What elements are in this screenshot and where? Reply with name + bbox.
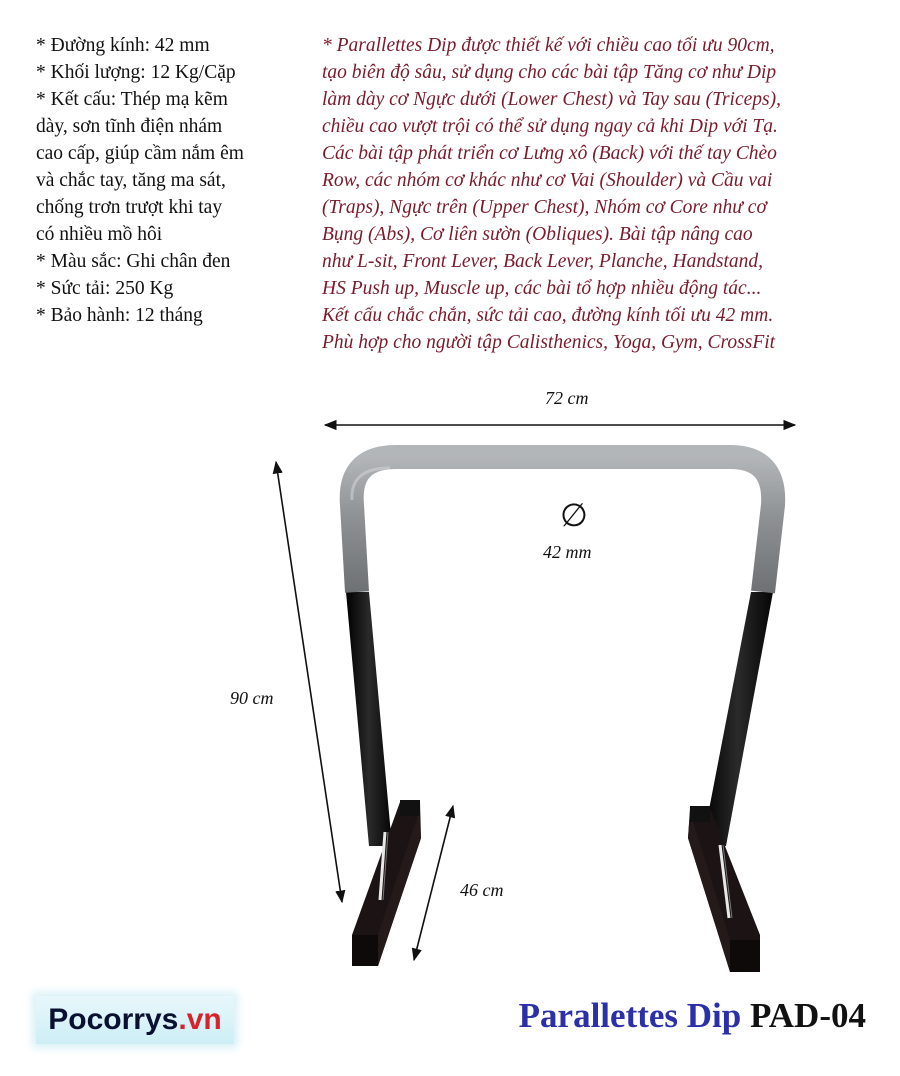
left-leg xyxy=(346,592,392,846)
spec-line: * Màu sắc: Ghi chân đen xyxy=(36,251,231,272)
brand-logo xyxy=(36,996,234,1044)
description-line: Kết cấu chắc chắn, sức tải cao, đường kính tối ưu 42 mm. xyxy=(322,305,774,326)
spec-line: và chắc tay, tăng ma sát, xyxy=(36,170,226,191)
description-line: HS Push up, Muscle up, các bài tổ hợp nhiều động tác... xyxy=(322,278,762,299)
description-line: làm dày cơ Ngực dưới (Lower Chest) và Tay sau (Triceps), xyxy=(322,89,781,110)
spec-line: chống trơn trượt khi tay xyxy=(36,197,223,218)
description-line: Row, các nhóm cơ khác như cơ Vai (Shoulder) và Cầu vai xyxy=(322,170,773,191)
description-line: * Parallettes Dip được thiết kế với chiều cao tối ưu 90cm, xyxy=(322,35,775,56)
diameter-label: 42 mm xyxy=(543,542,592,562)
spec-line: cao cấp, giúp cầm nắm êm xyxy=(36,143,244,164)
description-line: Các bài tập phát triển cơ Lưng xô (Back) với thế tay Chèo xyxy=(322,143,777,164)
height-label: 90 cm xyxy=(230,688,274,708)
spec-line: * Sức tải: 250 Kg xyxy=(36,278,174,299)
spec-line: * Bảo hành: 12 tháng xyxy=(36,305,203,326)
product-title xyxy=(519,996,866,1036)
description-line: Bụng (Abs), Cơ liên sườn (Obliques). Bài tập nâng cao xyxy=(322,224,753,245)
product-name: Parallettes Dip xyxy=(518,996,742,1035)
description-line: (Traps), Ngực trên (Upper Chest), Nhóm cơ Core như cơ xyxy=(322,197,767,218)
depth-label: 46 cm xyxy=(460,880,504,900)
spec-line: * Khối lượng: 12 Kg/Cặp xyxy=(36,62,236,83)
right-leg xyxy=(702,592,773,846)
height-dimension-arrow xyxy=(276,462,342,902)
product-model: PAD-04 xyxy=(750,996,866,1035)
description-line: chiều cao vượt trội có thể sử dụng ngay cả khi Dip với Tạ. xyxy=(322,116,778,137)
description-line: Phù hợp cho người tập Calisthenics, Yoga, Gym, CrossFit xyxy=(322,332,776,353)
spec-line: * Kết cấu: Thép mạ kẽm xyxy=(36,89,228,110)
brand-name: Pocorrys xyxy=(48,1003,179,1036)
spec-line: có nhiều mồ hôi xyxy=(36,224,163,245)
spec-line: dày, sơn tĩnh điện nhám xyxy=(36,116,223,137)
brand-tld: .vn xyxy=(178,1003,222,1036)
diameter-symbol: ∅ xyxy=(560,496,588,534)
width-label: 72 cm xyxy=(545,388,589,408)
description-line: như L-sit, Front Lever, Back Lever, Planche, Handstand, xyxy=(322,251,764,272)
spec-line: * Đường kính: 42 mm xyxy=(36,35,210,56)
description-line: tạo biên độ sâu, sử dụng cho các bài tập Tăng cơ như Dip xyxy=(322,62,777,83)
